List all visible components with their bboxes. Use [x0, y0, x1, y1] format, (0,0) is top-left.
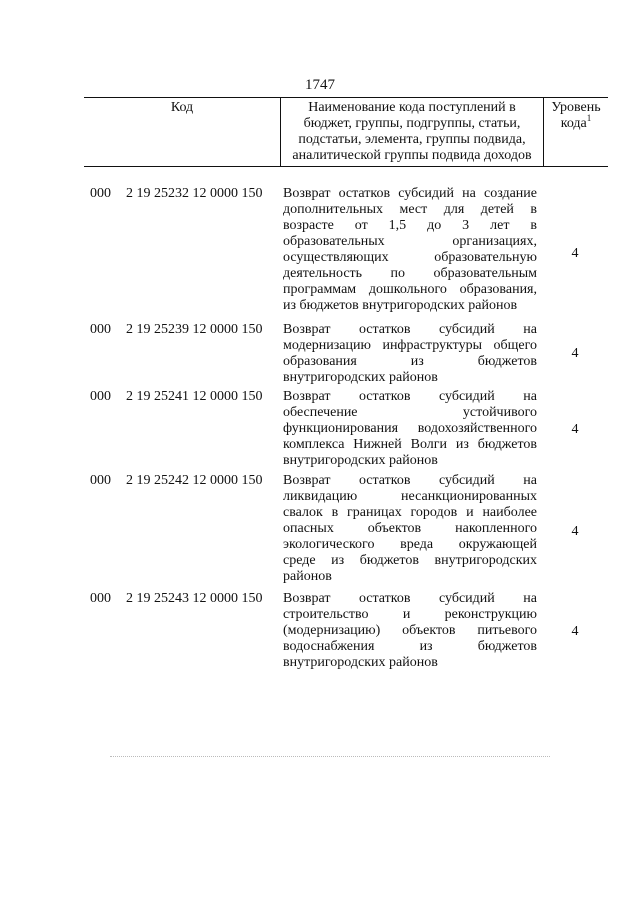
row-level: 4: [571, 524, 579, 539]
row-level: 4: [571, 246, 579, 261]
row-code: 2 19 25241 12 0000 150: [126, 389, 263, 404]
row-name-line: обеспечение устойчивого: [283, 405, 537, 420]
row-name-line: экологического вреда окружающей: [283, 537, 537, 552]
header-name-line: Наименование кода поступлений в: [308, 100, 516, 115]
row-name-line: опасных объектов накопленного: [283, 521, 537, 536]
row-name-line: ликвидацию несанкционированных: [283, 489, 537, 504]
row-name: [283, 473, 537, 585]
footnote-marker: 1: [586, 113, 592, 123]
row-name-line: модернизацию инфраструктуры общего: [283, 338, 537, 353]
header-name-line: аналитической группы подвида доходов: [292, 148, 532, 163]
row-name-line: образовательных организациях,: [283, 234, 537, 249]
row-name-line: водоснабжения из бюджетов: [283, 639, 537, 654]
row-name-line: Возврат остатков субсидий на: [283, 322, 537, 337]
row-code: 2 19 25232 12 0000 150: [126, 186, 263, 201]
row-name-line: осуществляющих образовательную: [283, 250, 537, 265]
row-code: 2 19 25242 12 0000 150: [126, 473, 263, 488]
row-name-line: Возврат остатков субсидий на: [283, 389, 537, 404]
row-code: 2 19 25239 12 0000 150: [126, 322, 263, 337]
row-name: [283, 186, 537, 314]
row-name-line: среде из бюджетов внутригородских: [283, 553, 537, 568]
row-name-line: Возврат остатков субсидий на создание: [283, 186, 537, 201]
row-name: [283, 389, 537, 469]
row-prefix: 000: [90, 473, 111, 488]
row-name-line: функционирования водохозяйственного: [283, 421, 537, 436]
row-name-line: дополнительных мест для детей в: [283, 202, 537, 217]
header-code: [84, 98, 280, 166]
header-level-label: кода: [560, 116, 587, 131]
header-name-line: бюджет, группы, подгруппы, статьи,: [303, 116, 521, 131]
row-name-line: строительство и реконструкцию: [283, 607, 537, 622]
row-name-line: из бюджетов внутригородских районов: [283, 298, 518, 313]
row-name: [283, 591, 537, 671]
row-level: 4: [571, 346, 579, 361]
row-name-line: программам дошкольного образования,: [283, 282, 537, 297]
row-name-line: районов: [283, 569, 332, 584]
header-level: [544, 98, 608, 166]
header-code-label: Код: [170, 100, 194, 115]
row-name-line: (модернизацию) объектов питьевого: [283, 623, 537, 638]
row-name-line: возрасте от 1,5 до 3 лет в: [283, 218, 537, 233]
row-name-line: внутригородских районов: [283, 453, 438, 468]
row-prefix: 000: [90, 186, 111, 201]
row-code: 2 19 25243 12 0000 150: [126, 591, 263, 606]
row-name: [283, 322, 537, 386]
row-name-line: образования из бюджетов: [283, 354, 537, 369]
row-name-line: внутригородских районов: [283, 655, 438, 670]
scan-artifact-dots: [110, 752, 550, 757]
row-name-line: деятельность по образовательным: [283, 266, 537, 281]
row-name-line: свалок в границах городов и наиболее: [283, 505, 537, 520]
table-header: [84, 97, 608, 167]
row-level: 4: [571, 422, 579, 437]
row-level: 4: [571, 624, 579, 639]
row-name-line: Возврат остатков субсидий на: [283, 473, 537, 488]
row-prefix: 000: [90, 322, 111, 337]
row-name-line: Возврат остатков субсидий на: [283, 591, 537, 606]
header-level-line1: Уровень: [551, 100, 601, 115]
row-prefix: 000: [90, 591, 111, 606]
page-number: 1747: [305, 77, 335, 93]
header-name: [280, 98, 544, 166]
row-name-line: внутригородских районов: [283, 370, 438, 385]
row-name-line: комплекса Нижней Волги из бюджетов: [283, 437, 537, 452]
row-prefix: 000: [90, 389, 111, 404]
header-name-line: подстатьи, элемента, группы подвида,: [298, 132, 526, 147]
header-level-line2: [544, 113, 608, 132]
